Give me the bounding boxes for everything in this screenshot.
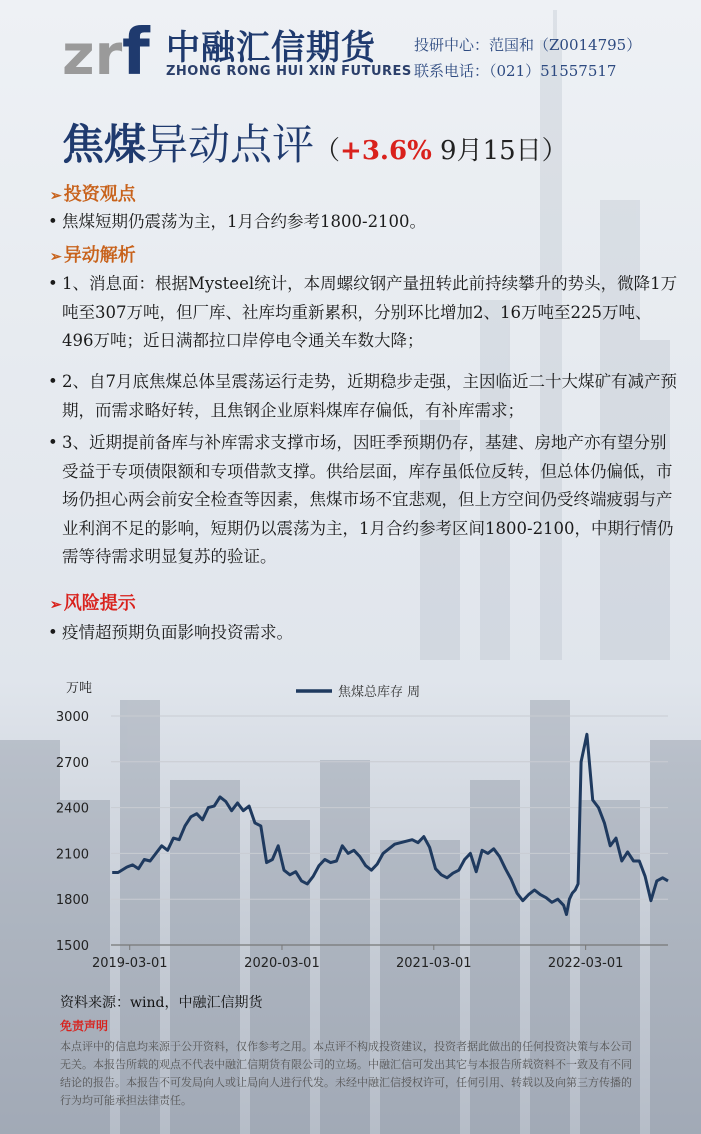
analysis-item-3 bbox=[48, 429, 678, 572]
x-tick-label: 2022-03-01 bbox=[547, 956, 624, 971]
y-tick-label: 2400 bbox=[56, 801, 89, 817]
company-logo bbox=[62, 12, 412, 84]
section-title: 投资观点 bbox=[63, 184, 136, 205]
analysis-item-2 bbox=[48, 368, 678, 425]
arrow-right-icon: ➢ bbox=[50, 249, 62, 265]
arrow-right-icon: ➢ bbox=[50, 188, 62, 204]
title-paren-open: （ bbox=[314, 136, 341, 166]
section-investment-view bbox=[50, 180, 136, 206]
paragraph-text: 疫情超预期负面影响投资需求。 bbox=[62, 623, 293, 642]
page-title bbox=[62, 112, 568, 172]
title-topic: 异动点评 bbox=[146, 120, 315, 169]
bullet-icon: • bbox=[48, 372, 58, 391]
bullet-icon: • bbox=[48, 274, 58, 293]
paragraph-text: 2、自7月底焦煤总体呈震荡运行走势，近期稳步走强，主因临近二十大煤矿有减产预期，而需求略好转，且焦钢企业原料煤库存偏低，有补库需求； bbox=[62, 372, 677, 420]
svg-text:f: f bbox=[122, 16, 150, 82]
bullet-icon: • bbox=[48, 623, 58, 642]
analysis-item-1 bbox=[48, 270, 678, 356]
bullet-icon: • bbox=[48, 212, 58, 231]
title-price-change: +3.6% bbox=[340, 136, 432, 166]
disclaimer-text: 本点评中的信息均来源于公开资料，仅作参考之用。本点评不构成投资建议，投资者据此做出的任何投资决策与本公司无关。本报告所载的观点不代表中融汇信期货有限公司的立场。中融汇信可发出其它与本报告所载资料不一致及有不同结论的报告。本报告不可发局向人或让局向人进行代发。未经中融汇信授权许可，任何引用、转载以及向第三方传播的行为均可能承担法律责任。 bbox=[60, 1040, 632, 1107]
legend-label: 焦煤总库存 周 bbox=[338, 685, 421, 700]
y-tick-label: 3000 bbox=[56, 710, 89, 725]
bullet-icon: • bbox=[48, 433, 58, 452]
section-risk bbox=[50, 589, 136, 615]
title-commodity: 焦煤 bbox=[62, 120, 147, 169]
section-title: 风险提示 bbox=[63, 593, 136, 614]
y-axis-unit-label: 万吨 bbox=[66, 681, 93, 696]
y-tick-label: 1500 bbox=[56, 939, 89, 954]
logo-chinese-name: 中融汇信期货 bbox=[166, 28, 376, 68]
title-date: 9月15日） bbox=[431, 136, 568, 166]
paragraph-text: 焦煤短期仍震荡为主，1月合约参考1800-2100。 bbox=[62, 212, 427, 231]
x-tick-label: 2019-03-01 bbox=[91, 956, 168, 971]
investment-view-text bbox=[48, 208, 678, 237]
y-tick-label: 2100 bbox=[56, 847, 89, 863]
section-analysis bbox=[50, 241, 136, 267]
analyst-contact: 投研中心：范国和（Z0014795） bbox=[414, 36, 642, 54]
x-tick-label: 2021-03-01 bbox=[396, 956, 472, 971]
arrow-right-icon: ➢ bbox=[50, 597, 62, 613]
risk-text bbox=[48, 619, 678, 648]
data-source: 资料来源：wind，中融汇信期货 bbox=[60, 995, 263, 1011]
zrhx-logo-icon bbox=[62, 12, 162, 82]
paragraph-text: 3、近期提前备库与补库需求支撑市场，因旺季预期仍存，基建、房地产亦有望分别受益于专项债限额和专项借款支撑。供给层面，库存虽低位反转，但总体仍偏低，市场仍担心两会前安全检查等因素，焦煤市场不宜悲观，但上方空间仍受终端疲弱与产业利润不足的影响，短期仍以震荡为主，1月合约参考区间1800-2100，中期行情仍需等待需求明显复苏的验证。 bbox=[62, 433, 674, 567]
y-tick-label: 2700 bbox=[56, 755, 89, 771]
y-tick-label: 1800 bbox=[56, 893, 89, 909]
contact-info bbox=[414, 32, 641, 84]
paragraph-text: 1、消息面：根据Mysteel统计，本周螺纹钢产量扭转此前持续攀升的势头，微降1万吨至307万吨，但厂库、社库均重新累积，分别环比增加2、16万吨至225万吨、496万吨；近日满都拉口岸停电令通关车数大降； bbox=[62, 274, 678, 351]
x-tick-label: 2020-03-01 bbox=[244, 956, 320, 971]
section-title: 异动解析 bbox=[63, 245, 136, 266]
svg-text:zr: zr bbox=[62, 23, 123, 82]
logo-english-name: ZHONG RONG HUI XIN FUTURES bbox=[166, 64, 412, 79]
disclaimer-title: 免责声明 bbox=[60, 1019, 109, 1033]
phone-contact: 联系电话：（021）51557517 bbox=[414, 62, 617, 80]
inventory-line-chart bbox=[56, 676, 676, 976]
